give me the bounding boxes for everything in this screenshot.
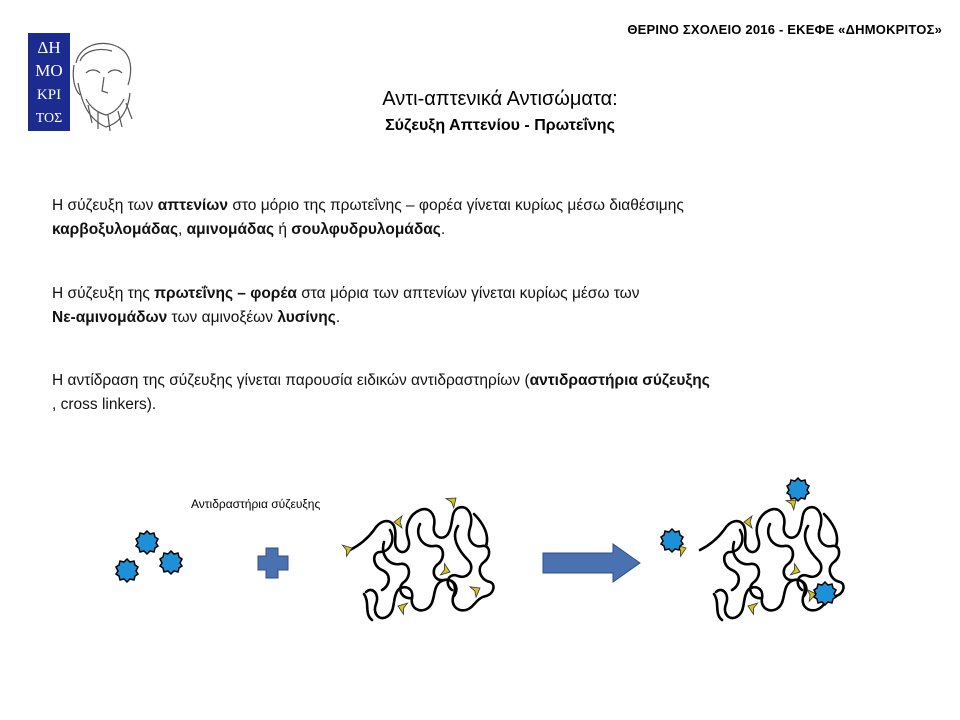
product-site-6 [746,600,758,614]
paragraph-haptens: Η σύζευξη των απτενίων στο μόριο της πρωτεΐνης – φορέα γίνεται κυρίως μέσω διαθέσιμης καρβοξυλομάδας, αμινομάδας ή σουλφυδρυλομάδας. [52,197,684,238]
slide-subtitle: Σύζευξη Απτενίου - Πρωτεΐνης [385,117,615,134]
free-hapten-2 [160,551,182,574]
paragraph-carrier-protein: Η σύζευξη της πρωτεΐνης – φορέα στα μόρια των απτενίων γίνεται κυρίως μέσω των Nε-αμινομάδων των αμινοξέων λυσίνης. [52,285,640,326]
logo-text-3: ΚΡΙ [36,87,62,103]
plus-icon [258,548,288,578]
free-hapten-3 [116,559,138,582]
paragraph-cross-linkers: Η αντίδραση της σύζευξης γίνεται παρουσία ειδικών αντιδραστηρίων (αντιδραστήρια σύζευξης , cross linkers). [52,372,710,413]
reactive-site-6 [396,600,408,614]
reactive-site-5 [470,583,483,597]
free-hapten-1 [136,531,158,554]
logo-text-2: ΜΟ [35,61,63,80]
conjugated-hapten-left [661,529,683,552]
reaction-arrow-icon [543,544,640,582]
header-title: ΘΕΡΙΝΟ ΣΧΟΛΕΙΟ 2016 - ΕΚΕΦΕ «ΔΗΜΟΚΡΙΤΟΣ» [627,22,942,37]
reactive-site-1 [446,493,460,507]
reagent-label: Αντιδραστήρια σύζευξης [191,497,321,511]
logo-text-4: ΤΟΣ [35,111,63,126]
slide-title: Αντι-απτενικά Αντισώματα: [382,88,618,110]
conjugated-hapten-top [787,478,809,501]
conjugated-hapten-right [814,582,836,605]
carrier-protein [342,493,493,620]
conjugation-diagram [0,470,960,720]
logo-text-1: ΔΗ [37,38,61,57]
